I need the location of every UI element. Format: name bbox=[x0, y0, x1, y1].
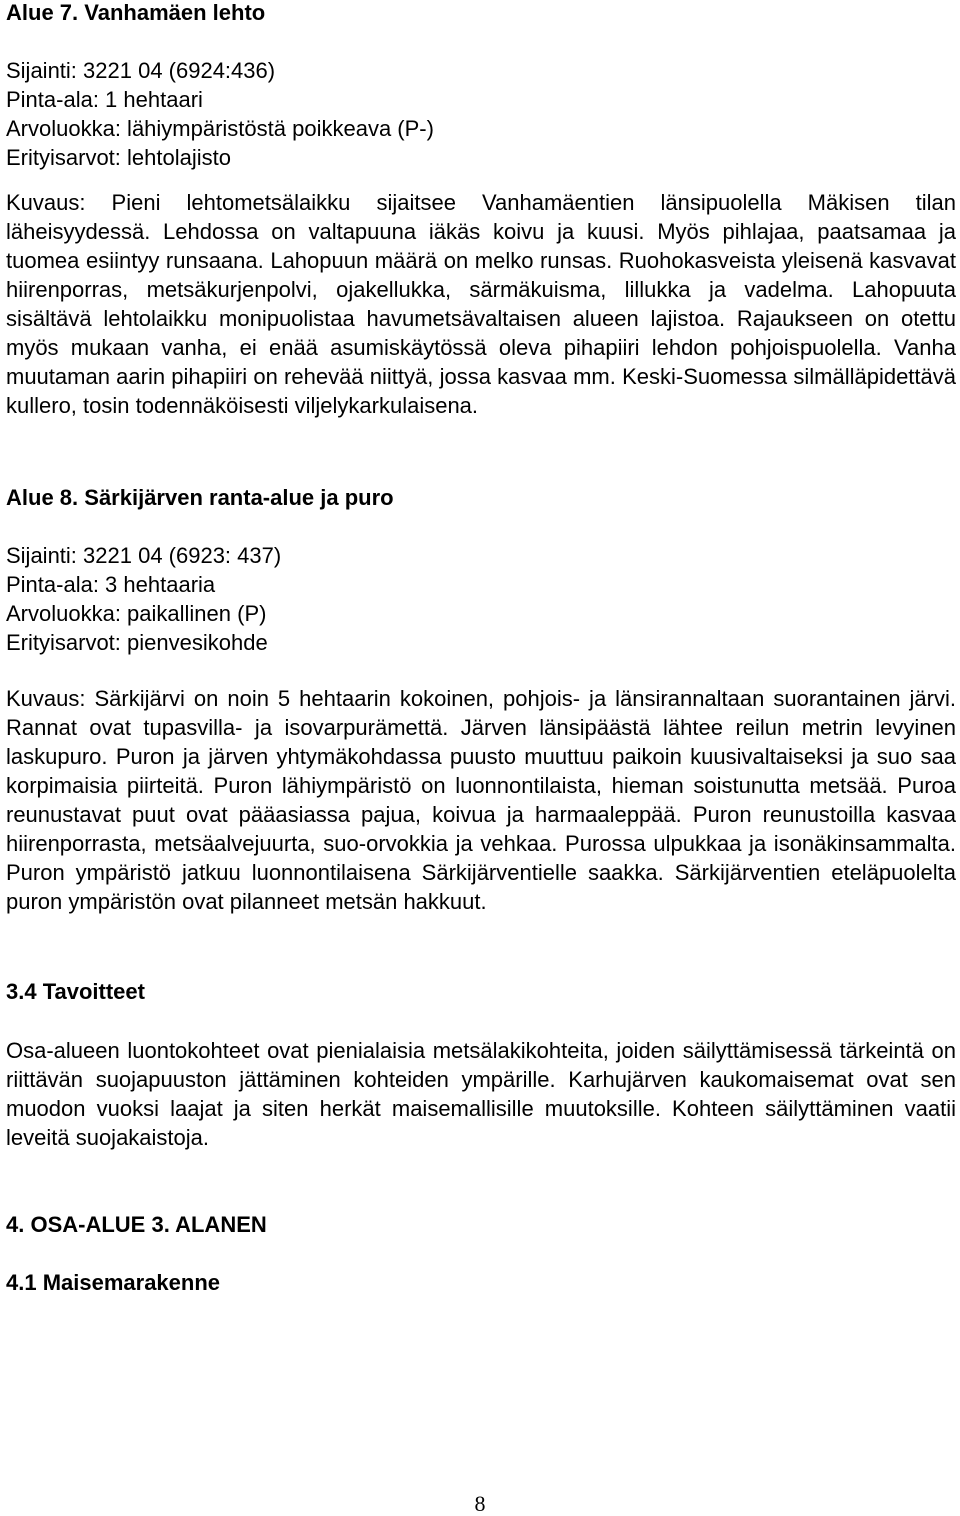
area-7-info bbox=[6, 56, 956, 172]
area-8-size: Pinta-ala: 3 hehtaaria bbox=[6, 572, 216, 597]
section-4-heading: 4. OSA-ALUE 3. ALANEN bbox=[6, 1212, 267, 1237]
area-8-heading-prefix: Alue 8. bbox=[6, 485, 79, 510]
section-3-4-heading: 3.4 Tavoitteet bbox=[6, 979, 145, 1004]
area-7-description: Kuvaus: Pieni lehtometsälaikku sijaitsee Vanhamäentien länsipuolella Mäkisen tilan läheisyydessä. Lehdossa on valtapuuna iäkäs koivu ja kuusi. Myös pihlajaa, paatsamaa ja tuomea esiintyy runsaana. Lahopuun määrä on melko runsas. Ruohokasveista yleisenä kasvavat hiirenporras, metsäkurjenpolvi, ojakellukka, särmäkuisma, lillukka ja vadelma. Lahopuuta sisältävä lehtolaikku monipuolistaa havumetsävaltaisen alueen lajistoa. Rajaukseen on otettu myös mukaan vanha, ei enää asumiskäytössä oleva pihapiiri lehdon pohjoispuolella. Vanha muutaman aarin pihapiiri on rehevää niittyä, jossa kasvaa mm. Keski-Suomessa silmälläpidettävä kullero, tosin todennäköisesti viljelykarkulaisena. bbox=[6, 190, 956, 418]
area-7-heading bbox=[6, 0, 956, 27]
area-8-location: Sijainti: 3221 04 (6923: 437) bbox=[6, 543, 282, 568]
area-8-heading bbox=[6, 483, 956, 512]
area-8-heading-title: Särkijärven ranta-alue ja puro bbox=[84, 485, 394, 510]
section-4-1-heading: 4.1 Maisemarakenne bbox=[6, 1270, 221, 1295]
area-8-description: Kuvaus: Särkijärvi on noin 5 hehtaarin kokoinen, pohjois- ja länsirannaltaan suorantainen järvi. Rannat ovat tupasvilla- ja isovarpurämettä. Järven länsipäästä lähtee reilun metrin levyinen laskupuro. Puron ja järven yhtymäkohdassa puusto muuttuu paikoin kuusivaltaiseksi ja suo saa korpimaisia piirteitä. Puron lähiympäristö on luonnontilaista, hieman soistunutta metsää. Puroa reunustavat puut ovat pääasiassa pajua, koivua ja harmaaleppää. Puron reunustoilla kasvaa hiirenporrasta, metsäalvejuurta, suo-orvokkia ja vehkaa. Purossa ulpukkaa ja isonäkinsammalta. Puron ympäristö jatkuu luonnontilaisena Särkijärventielle saakka. Särkijärventien eteläpuolelta puron ympäristön ovat pilanneet metsän hakkuut. bbox=[6, 686, 956, 914]
area-7-heading-prefix: Alue 7. bbox=[6, 0, 79, 25]
document-page bbox=[6, 0, 956, 1297]
area-8-value-class: Arvoluokka: paikallinen (P) bbox=[6, 601, 267, 626]
area-8-special-values: Erityisarvot: pienvesikohde bbox=[6, 630, 268, 655]
page-number: 8 bbox=[474, 1491, 486, 1516]
area-7-special-values: Erityisarvot: lehtolajisto bbox=[6, 145, 231, 170]
section-3-4-text: Osa-alueen luontokohteet ovat pienialaisia metsälakikohteita, joiden säilyttämisessä tärkeintä on riittävän suojapuuston jättäminen kohteiden ympärille. Karhujärven kaukomaisemat ovat sen muodon vuoksi laajat ja siten herkät maisemallisille muutoksille. Kohteen säilyttäminen vaatii leveitä suojakaistoja. bbox=[6, 1038, 956, 1150]
area-7-location: Sijainti: 3221 04 (6924:436) bbox=[6, 58, 276, 83]
area-8-info bbox=[6, 541, 956, 657]
area-7-value-class: Arvoluokka: lähiympäristöstä poikkeava (P-) bbox=[6, 116, 434, 141]
area-7-heading-title: Vanhamäen lehto bbox=[84, 0, 266, 25]
area-7-size: Pinta-ala: 1 hehtaari bbox=[6, 87, 203, 112]
